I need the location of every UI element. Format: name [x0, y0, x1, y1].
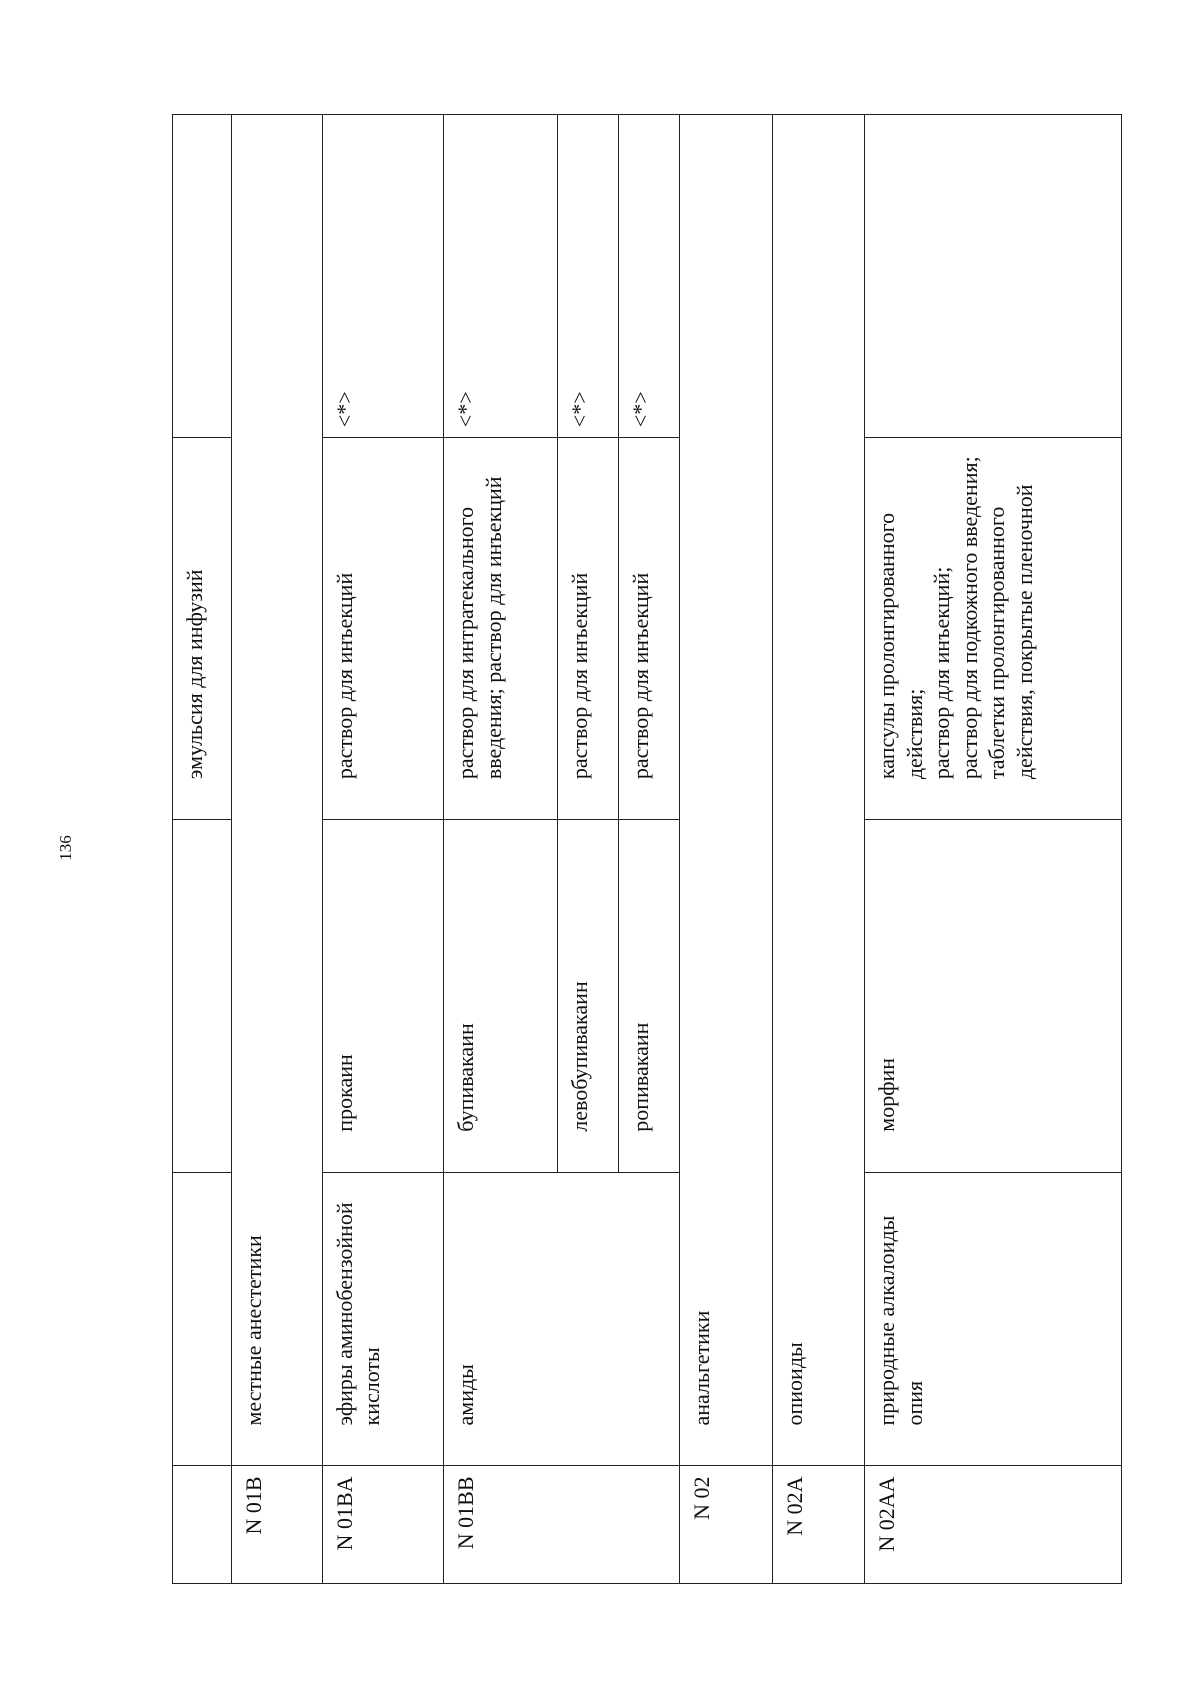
- cell-code: N 02: [680, 1466, 773, 1584]
- cell-code: N 02AA: [865, 1466, 1122, 1584]
- cell-code: [173, 1466, 232, 1584]
- cell-mark: <*>: [557, 115, 618, 438]
- table-row: [444, 115, 557, 1584]
- cell-name: анальгетики: [680, 115, 773, 1466]
- table-row: [865, 115, 1122, 1584]
- table-row: [173, 115, 232, 1584]
- page-number: 136: [56, 835, 75, 861]
- table-row: [680, 115, 773, 1584]
- form-line: раствор для подкожного введения;: [956, 456, 982, 780]
- rotated-table-container: [172, 114, 1122, 1584]
- cell-code: N 01BB: [444, 1466, 680, 1584]
- cell-name: [173, 1172, 232, 1466]
- cell-form: раствор для интратекального введения; раствор для инъекций: [444, 438, 557, 820]
- cell-mark: <*>: [444, 115, 557, 438]
- cell-mark: [865, 115, 1122, 438]
- cell-form: раствор для инъекций: [557, 438, 618, 820]
- cell-drug: [173, 820, 232, 1173]
- form-line: раствор для инъекций;: [929, 566, 955, 780]
- cell-code: N 02A: [772, 1466, 865, 1584]
- cell-name: местные анестетики: [232, 115, 322, 1466]
- cell-form: раствор для инъекций: [322, 438, 444, 820]
- cell-drug: ропивакаин: [618, 820, 679, 1173]
- cell-code: N 01BA: [322, 1466, 444, 1584]
- cell-mark: <*>: [322, 115, 444, 438]
- cell-drug: бупивакаин: [444, 820, 557, 1173]
- table-row: [322, 115, 444, 1584]
- cell-drug: левобупивакаин: [557, 820, 618, 1173]
- cell-name: эфиры аминобензойной кислоты: [322, 1172, 444, 1466]
- drug-list-table: [172, 114, 1122, 1584]
- cell-form: раствор для инъекций: [618, 438, 679, 820]
- cell-code: N 01B: [232, 1466, 322, 1584]
- form-line: таблетки пролонгированного действия, покрытые пленочной: [984, 484, 1037, 780]
- cell-drug: морфин: [865, 820, 1122, 1173]
- table-row: [772, 115, 865, 1584]
- form-line: капсулы пролонгированного действия;: [874, 512, 927, 780]
- cell-mark: [173, 115, 232, 438]
- cell-name: амиды: [444, 1172, 680, 1466]
- table-row: [232, 115, 322, 1584]
- cell-form: [865, 438, 1122, 820]
- cell-drug: прокаин: [322, 820, 444, 1173]
- cell-form: эмульсия для инфузий: [173, 438, 232, 820]
- cell-name: природные алкалоиды опия: [865, 1172, 1122, 1466]
- cell-name: опиоиды: [772, 115, 865, 1466]
- cell-mark: <*>: [618, 115, 679, 438]
